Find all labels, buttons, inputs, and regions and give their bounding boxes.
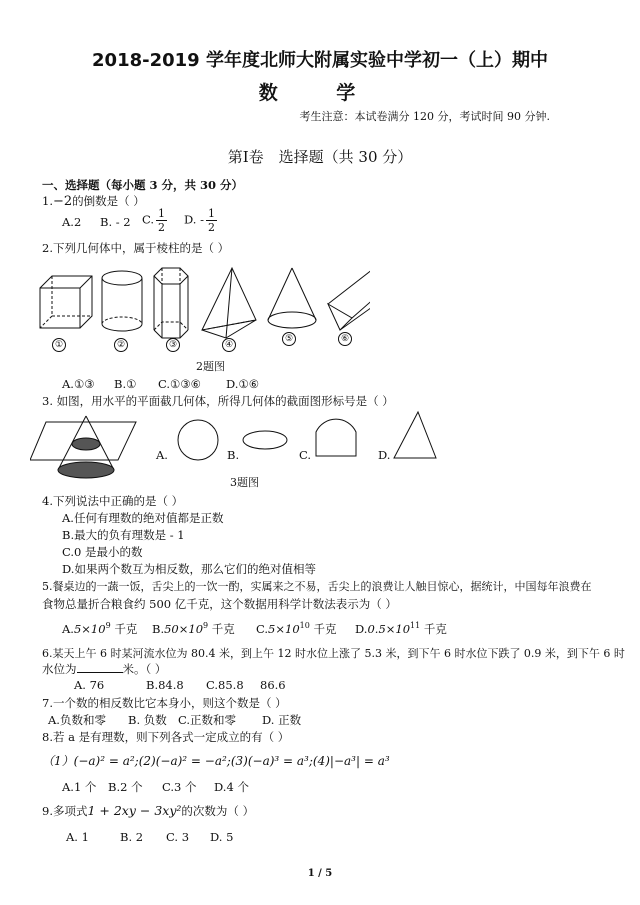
question-1-option-a: A.2 xyxy=(62,215,82,229)
cylinder-shape xyxy=(102,271,142,331)
question-5-option-b: $B.50\times 10^9$ 千克 xyxy=(152,621,235,636)
question-5-option-a: $A.5\times 10^9$ 千克 xyxy=(62,621,138,636)
question-7-option-a: A.负数和零 xyxy=(48,713,106,727)
pyramid-shape xyxy=(202,268,256,338)
triangle-section-shape xyxy=(394,412,436,458)
question-3-label-b: B. xyxy=(227,448,240,462)
question-5-line-2: 食物总量折合粮食约 500 亿千克，这个数据用科学计数法表示为（ ） xyxy=(42,597,397,611)
question-8-option-c: C.3 个 xyxy=(162,780,197,794)
plane-cutting-cone xyxy=(30,416,136,478)
question-1-stem: 1.−2的倒数是（ ） xyxy=(42,194,145,209)
question-5-option-c: $C.5\times 10^{10}$ 千克 xyxy=(256,621,337,636)
question-1-option-d: D. - $\frac{1}{2}$ xyxy=(184,207,216,234)
question-8-stem: 8.若 a 是有理数，则下列各式一定成立的有（ ） xyxy=(42,730,290,744)
figure-label-4: ④ xyxy=(222,338,236,352)
question-3-label-d: D. xyxy=(378,448,391,462)
question-3-label-c: C. xyxy=(299,448,312,462)
question-2-option-a: A.①③ xyxy=(62,377,95,391)
figure-label-1: ① xyxy=(52,338,66,352)
section-heading: 一、选择题（每小题 3 分，共 30 分） xyxy=(42,178,244,192)
question-2-option-c: C.①③⑥ xyxy=(158,377,201,391)
question-2-figure xyxy=(30,258,370,358)
answer-blank xyxy=(77,672,123,673)
question-1-option-b: B. - 2 xyxy=(100,215,131,229)
page-number: 1 / 5 xyxy=(307,868,333,879)
question-7-option-b: B. 负数 xyxy=(128,713,167,727)
volume-title: 第Ⅰ卷 选择题（共 30 分） xyxy=(227,148,413,166)
question-7-stem: 7.一个数的相反数比它本身小，则这个数是（ ） xyxy=(42,696,287,710)
question-2-stem: 2.下列几何体中，属于棱柱的是（ ） xyxy=(42,241,230,255)
exam-title: 2018-2019 学年度北师大附属实验中学初一（上）期中 xyxy=(92,50,548,71)
question-3-caption: 3题图 xyxy=(230,476,259,489)
question-8-option-a: A.1 个 xyxy=(62,780,97,794)
question-2-option-b: B.① xyxy=(114,377,137,391)
figure-label-5: ⑤ xyxy=(282,332,296,346)
question-6-line-1: 6.某天上午 6 时某河流水位为 80.4 米，到上午 12 时水位上涨了 5.3 米，到下午 6 时水位下跌了 0.9 米，到下午 6 时 xyxy=(42,647,625,660)
question-7-option-c: C.正数和零 xyxy=(178,713,237,727)
question-9-option-b: B. 2 xyxy=(120,830,144,844)
cone-shape xyxy=(268,268,316,328)
question-6-option-d: 86.6 xyxy=(260,678,286,692)
exam-notice: 考生注意：本试卷满分 120 分，考试时间 90 分钟. xyxy=(299,110,550,123)
question-3-stem: 3. 如图，用水平的平面截几何体，所得几何体的截面图形标号是（ ） xyxy=(42,394,394,408)
question-2-option-d: D.①⑥ xyxy=(226,377,260,391)
hexagonal-prism-shape xyxy=(154,268,188,338)
question-7-option-d: D. 正数 xyxy=(262,713,302,727)
question-8-option-b: B.2 个 xyxy=(108,780,143,794)
subject-title: 数 学 xyxy=(258,82,382,104)
cube-shape xyxy=(40,276,92,328)
question-9-option-c: C. 3 xyxy=(166,830,190,844)
arch-section-shape xyxy=(316,419,356,456)
figure-label-6: ⑥ xyxy=(338,332,352,346)
question-4-option-a: A.任何有理数的绝对值都是正数 xyxy=(62,511,224,525)
question-6-option-c: C.85.8 xyxy=(206,678,244,692)
question-5-line-1: 5.餐桌边的一蔬一饭，舌尖上的一饮一酌，实属来之不易，舌尖上的浪费让人触目惊心，据统计，中国每年浪费在 xyxy=(42,580,592,593)
figure-label-2: ② xyxy=(114,338,128,352)
question-5-option-d: $D.0.5\times 10^{11}$ 千克 xyxy=(355,621,447,636)
ellipse-section-shape xyxy=(243,431,287,449)
question-1-option-c: C. $\frac{1}{2}$ xyxy=(142,207,166,234)
question-6-option-a: A. 76 xyxy=(74,678,105,692)
question-8-option-d: D.4 个 xyxy=(214,780,249,794)
figure-label-3: ③ xyxy=(166,338,180,352)
question-6-option-b: B.84.8 xyxy=(146,678,184,692)
question-6-line-2: 水位为 米。（ ） xyxy=(42,662,167,676)
question-2-caption: 2题图 xyxy=(196,360,225,373)
question-9-option-d: D. 5 xyxy=(210,830,234,844)
question-4-stem: 4.下列说法中正确的是（ ） xyxy=(42,494,184,508)
question-4-option-c: C.0 是最小的数 xyxy=(62,545,143,559)
question-3-label-a: A. xyxy=(156,448,168,462)
question-4-option-d: D.如果两个数互为相反数，那么它们的绝对值相等 xyxy=(62,562,316,576)
question-4-option-b: B.最大的负有理数是 - 1 xyxy=(62,528,185,542)
triangular-prism-shape xyxy=(328,262,370,330)
question-8-formula: （1）(−a)² = a²;(2)(−a)² = −a²;(3)(−a)³ = a³;(4)|−a³| = a³ xyxy=(42,754,390,768)
circle-section-shape xyxy=(178,420,218,460)
question-9-option-a: A. 1 xyxy=(66,830,89,844)
question-9-stem: 9.多项式1 + 2xy − 3xy²的次数为（ ） xyxy=(42,803,255,818)
